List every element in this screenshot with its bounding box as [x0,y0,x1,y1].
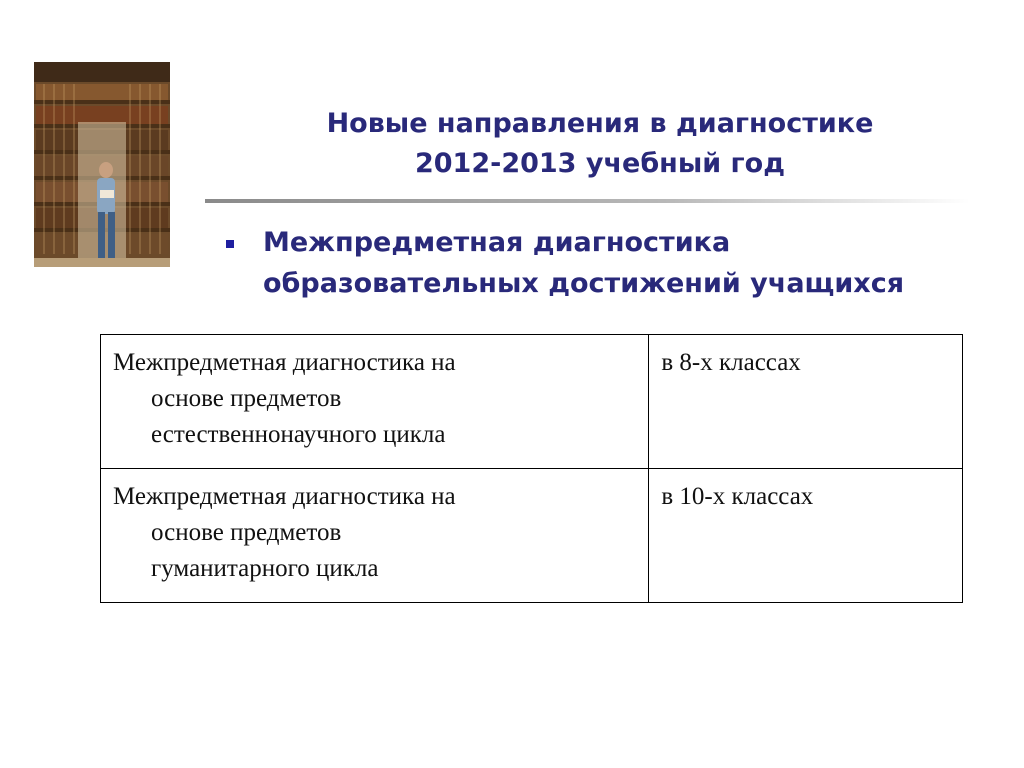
square-bullet-icon [226,240,234,248]
table-row [101,469,963,603]
title-line-1: Новые направления в диагностике [326,108,874,139]
table-cell-description [101,469,649,603]
diagnostics-table [100,334,963,603]
table-cell-grade: в 8-х классах [649,335,963,469]
cell-line: гуманитарного цикла [151,555,379,582]
slide-title [200,104,1000,184]
bullet-line-1: Межпредметная диагностика [263,227,731,258]
title-line-2: 2012-2013 учебный год [414,148,786,179]
library-photo [34,62,170,267]
table-cell-description [101,335,649,469]
title-divider [205,199,970,203]
bullet-line-2: образовательных достижений учащихся [263,268,905,299]
table-cell-grade: в 10-х классах [649,469,963,603]
cell-line: естественнонаучного цикла [151,421,446,448]
cell-line: Межпредметная диагностика на [113,349,456,376]
library-bookshelf-image [34,62,170,267]
cell-line: Межпредметная диагностика на [113,483,456,510]
cell-line: основе предметов [151,519,342,546]
cell-line: основе предметов [151,385,342,412]
table-row [101,335,963,469]
bullet-text [263,222,904,304]
